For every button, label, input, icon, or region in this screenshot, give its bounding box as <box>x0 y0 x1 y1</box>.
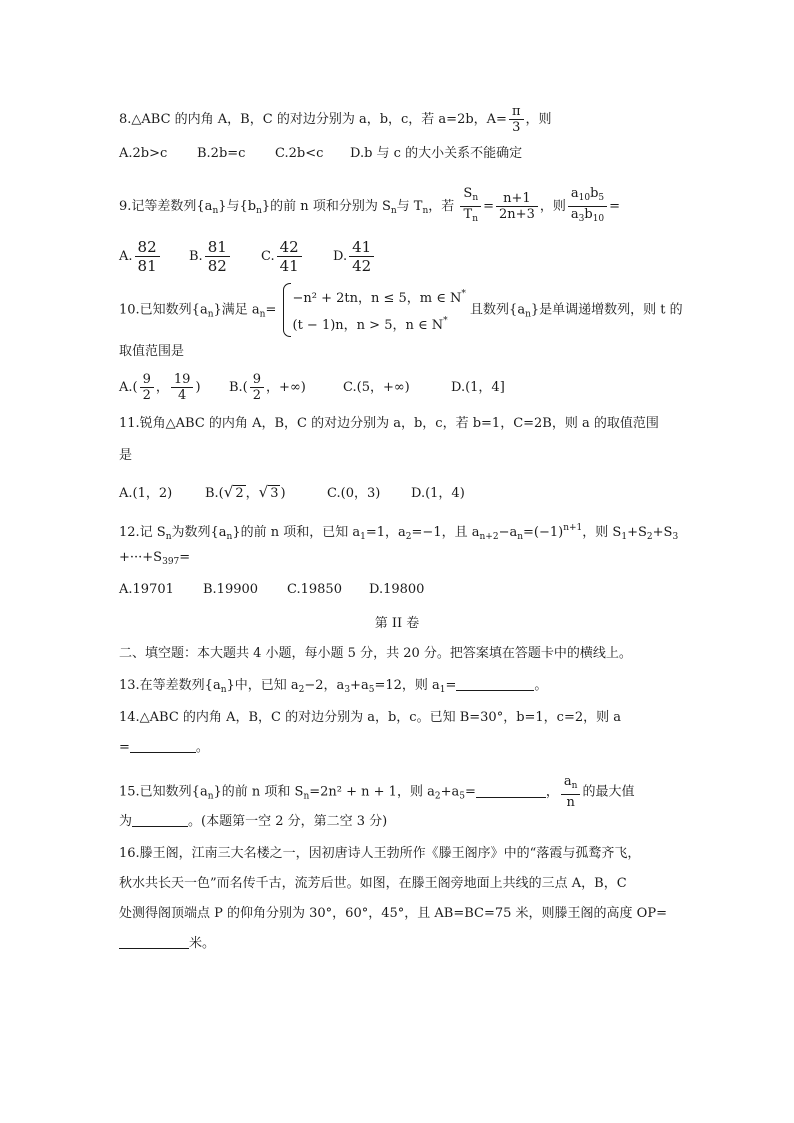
an-over-n-fraction: $\frac{a_n}{n}$ <box>561 774 581 810</box>
question-15-continued: 为 。(本题第一空 2 分，第二空 3 分) <box>119 814 388 829</box>
question-16-line-2: 秋水共长天一色”而名传千古，流芳后世。如图，在滕王阁旁地面上共线的三点 A，B，C <box>119 876 627 891</box>
q10-option-d[interactable]: D.(1，4] <box>451 380 505 395</box>
pi-over-3-fraction: $\frac{\pi}{3}$ <box>509 104 524 135</box>
q8-option-a[interactable]: A.2b>c <box>119 146 168 161</box>
question-9-stem: 9.记等差数列$\{a_n\}$与$\{b_n\}$的前 n 项和分别为 $S_n$与 $T_n$，若 $\frac{S_n}{T_n}$ = $\frac{n+1}{2n+3}$ ，则 $\frac{a_{10}b_5}{a_3b_{10}}$ = <box>119 186 620 227</box>
question-14: 14.△ABC 的内角 A，B，C 的对边分别为 a，b，c。已知 B=30°，b=1，c=2，则 a <box>119 710 622 725</box>
a10b5-over-a3b10-fraction: $\frac{a_{10}b_5}{a_3b_{10}}$ <box>568 186 607 227</box>
sn-over-tn-fraction: $\frac{S_n}{T_n}$ <box>460 186 481 227</box>
q14-answer-blank[interactable] <box>130 738 196 753</box>
q11-option-c[interactable]: C.(0，3) <box>327 486 381 501</box>
q11-option-d[interactable]: D.(1，4) <box>411 486 465 501</box>
question-16-line-3: 处测得阁顶端点 P 的仰角分别为 30°，60°，45°，且 AB=BC=75 米，则滕王阁的高度 OP= <box>119 906 667 921</box>
question-8-options <box>119 144 522 164</box>
q12-option-a[interactable]: A.19701 <box>119 582 174 597</box>
question-16-line-4: 米。 <box>119 934 215 954</box>
question-11-stem: 11.锐角△ABC 的内角 A，B，C 的对边分别为 a，b，c，若 b=1，C=2B，则 a 的取值范围 <box>119 416 659 431</box>
q9-option-b[interactable]: B. $\frac{81}{82}$ <box>189 238 261 275</box>
q9-option-a[interactable]: A. $\frac{82}{81}$ <box>119 238 189 275</box>
question-10-stem: 10.已知数列$\{a_n\}$满足 $a_n=$ −n² + 2tn，n ≤ 5，m ∈ N* (t − 1)n，n > 5，n ∈ N* 且数列$\{a_n\}$是单调递增数列，则 t 的 <box>119 283 683 337</box>
sqrt-2: √ 2 <box>223 483 244 501</box>
q10-option-a[interactable]: A.( $\frac{9}{2}$ ， $\frac{19}{4}$ ) <box>119 372 201 403</box>
q16-answer-blank[interactable] <box>119 934 189 949</box>
sqrt-3: √ 3 <box>258 483 279 501</box>
q9-option-d[interactable]: D. $\frac{41}{42}$ <box>333 238 376 275</box>
question-9-options <box>119 238 376 275</box>
q12-option-c[interactable]: C.19850 <box>287 582 342 597</box>
question-16-line-1: 16.滕王阁，江南三大名楼之一，因初唐诗人王勃所作《滕王阁序》中的“落霞与孤鹜齐飞， <box>119 846 641 861</box>
ratio-fraction: $\frac{n+1}{2n+3}$ <box>496 191 538 222</box>
q13-answer-blank[interactable] <box>456 676 534 691</box>
question-8-stem: 8.△ABC 的内角 A，B，C 的对边分别为 a，b，c，若 a=2b，A= $\frac{\pi}{3}$ ，则 <box>119 104 552 135</box>
question-15: 15.已知数列$\{a_n\}$的前 n 项和 $S_n=2n^2 + n + 1$，则 $a_2+a_5=$ ， $\frac{a_n}{n}$ 的最大值 <box>119 774 635 810</box>
question-12-stem: 12.记 $S_n$为数列$\{a_n\}$的前 n 项和，已知 $a_1=1$，$a_2=-1$，且 $a_{n+2}-a_n=(-1)^{n+1}$，则 $S_1+S_2+S_3$ <box>119 523 679 542</box>
q9-option-c[interactable]: C. $\frac{42}{41}$ <box>261 238 333 275</box>
q15-answer-blank-2[interactable] <box>132 812 188 827</box>
q8-option-c[interactable]: C.2b<c <box>275 146 324 161</box>
question-12-stem-continued: $+\cdot\cdot\cdot+S_{397}=$ <box>119 550 191 567</box>
question-14-continued: = 。 <box>119 740 209 755</box>
q12-option-b[interactable]: B.19900 <box>203 582 259 597</box>
q15-answer-blank-1[interactable] <box>476 783 546 798</box>
section-title: 第 II 卷 <box>374 616 420 631</box>
question-10-stem-continued: 取值范围是 <box>119 344 185 359</box>
q8-option-b[interactable]: B.2b=c <box>197 146 246 161</box>
q10-option-c[interactable]: C.(5，+∞) <box>343 380 410 395</box>
q11-option-a[interactable]: A.(1，2) <box>119 486 173 501</box>
q8-option-d[interactable]: D.b 与 c 的大小关系不能确定 <box>350 146 523 161</box>
part2-instructions: 二、填空题：本大题共 4 小题，每小题 5 分，共 20 分。把答案填在答题卡中的横线上。 <box>119 646 632 661</box>
question-11-stem-continued: 是 <box>119 448 133 463</box>
question-12-options <box>119 580 424 600</box>
question-11-options <box>119 482 465 504</box>
q10-option-b[interactable]: B.( $\frac{9}{2}$ ，+∞) <box>229 372 306 403</box>
q12-option-d[interactable]: D.19800 <box>369 582 425 597</box>
question-10-options <box>119 372 505 403</box>
q11-option-b[interactable]: B.(√ 2 ，√ 3 ) <box>205 482 327 504</box>
piecewise-definition: −n² + 2tn，n ≤ 5，m ∈ N* (t − 1)n，n > 5，n ∈ N* <box>281 283 466 337</box>
question-13: 13.在等差数列$\{a_n\}$中，已知 $a_2-2$，$a_3+a_5=12$，则 $a_1=$ 。 <box>119 678 548 695</box>
